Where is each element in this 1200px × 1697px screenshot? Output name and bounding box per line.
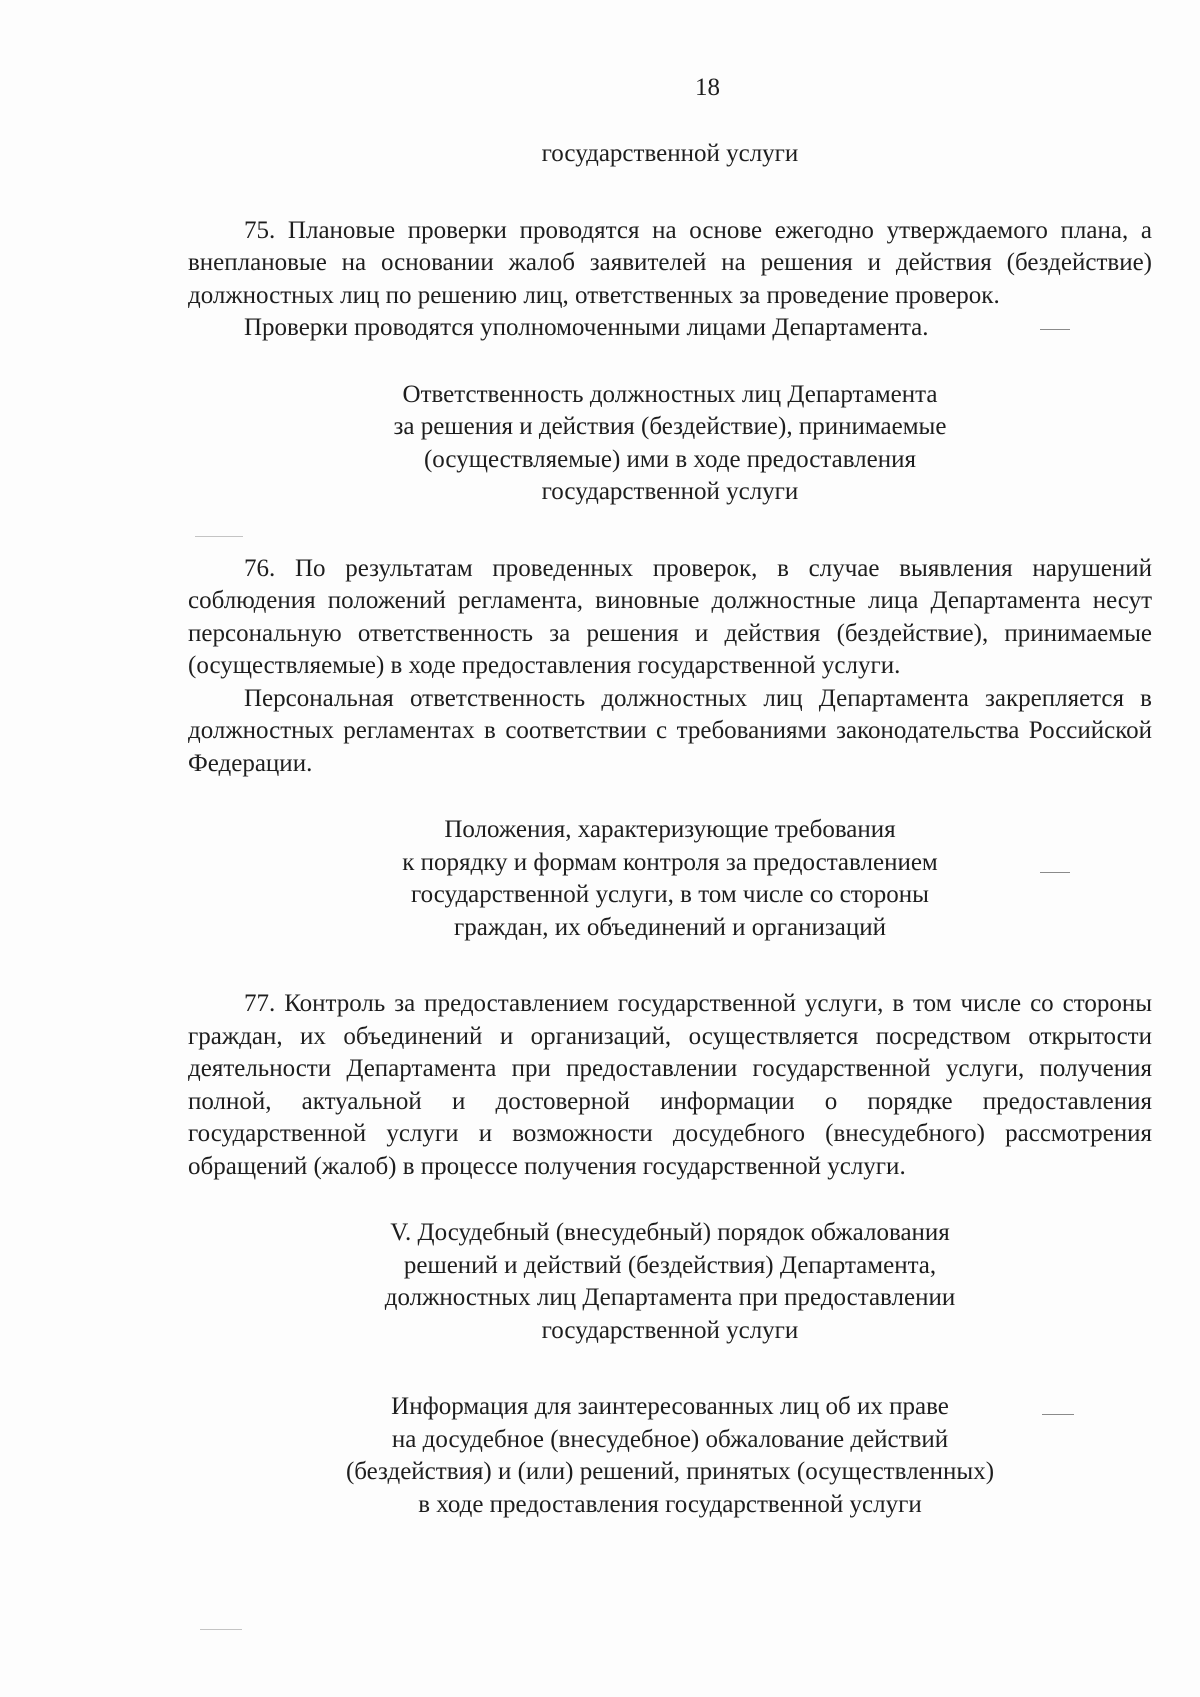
heading-line: государственной услуги, в том числе со стороны: [411, 881, 929, 908]
scan-artifact: [1042, 1414, 1074, 1415]
heading-line: Информация для заинтересованных лиц об их праве: [391, 1393, 949, 1420]
section-heading-continuation: [188, 138, 1152, 171]
heading-line: (бездействия) и (или) решений, принятых (осуществленных): [345, 1458, 995, 1485]
heading-line: в ходе предоставления государственной услуги: [418, 1490, 922, 1518]
heading-line: Ответственность должностных лиц Департамента: [402, 380, 938, 408]
heading-line: решений и действий (бездействия) Департамента,: [403, 1251, 937, 1279]
paragraph-inspectors: Проверки проводятся уполномоченными лицами Департамента.: [244, 314, 929, 341]
paragraph-personal-responsibility: Персональная ответственность должностных лиц Департамента закрепляется в должностных регламентах в соответствии с требованиями законодательства Российской Федерации.: [188, 684, 1152, 777]
paragraph-75: 75. Плановые проверки проводятся на основе ежегодно утверждаемого плана, а внеплановые на основании жалоб заявителей на решения и действия (бездействие) должностных лиц по решению лиц, ответственных за проведение проверок.: [188, 216, 1152, 309]
heading-line: за решения и действия (бездействие), принимаемые: [393, 413, 947, 440]
heading-line: государственной услуги: [541, 478, 799, 505]
section-heading-responsibility: [188, 379, 1152, 509]
chapter-heading-v: [188, 1217, 1152, 1347]
paragraph-77: 77. Контроль за предоставлением государственной услуги, в том числе со стороны граждан, их объединений и организаций, осуществляется посредством открытости деятельности Департамента при предоставлении государственной услуги, получения полной, актуальной и достоверной информации о порядке предоставления государственной услуги и возможности досудебного (внесудебного) рассмотрения обращений (жалоб) в процессе получения государственной услуги.: [188, 990, 1152, 1180]
heading-line: должностных лиц Департамента при предоставлении: [384, 1284, 956, 1311]
heading-line: государственной услуги: [541, 1316, 799, 1344]
scan-artifact: [195, 536, 243, 537]
scan-artifact: [1040, 329, 1070, 330]
heading-line: к порядку и формам контроля за предоставлением: [402, 848, 938, 876]
scan-artifact: [1040, 872, 1070, 873]
heading-line: V. Досудебный (внесудебный) порядок обжалования: [390, 1219, 950, 1246]
heading-line: (осуществляемые) ими в ходе предоставления: [423, 445, 917, 473]
section-heading-appeal-info: [188, 1391, 1152, 1521]
heading-line: граждан, их объединений и организаций: [453, 913, 887, 941]
heading-line: Положения, характеризующие требования: [444, 816, 896, 843]
heading-line: на досудебное (внесудебное) обжалование действий: [391, 1425, 949, 1453]
page-number: 18: [695, 74, 720, 101]
scan-artifact: [200, 1629, 242, 1630]
document-body: [188, 138, 1152, 1521]
paragraph-76: 76. По результатам проведенных проверок, в случае выявления нарушений соблюдения положений регламента, виновные должностные лица Департамента несут персональную ответственность за решения и действия (бездействие), принимаемые (осуществляемые) в ходе предоставления государственной услуги.: [188, 554, 1152, 679]
section-heading-control-requirements: [188, 814, 1152, 944]
heading-line: государственной услуги: [541, 140, 799, 167]
